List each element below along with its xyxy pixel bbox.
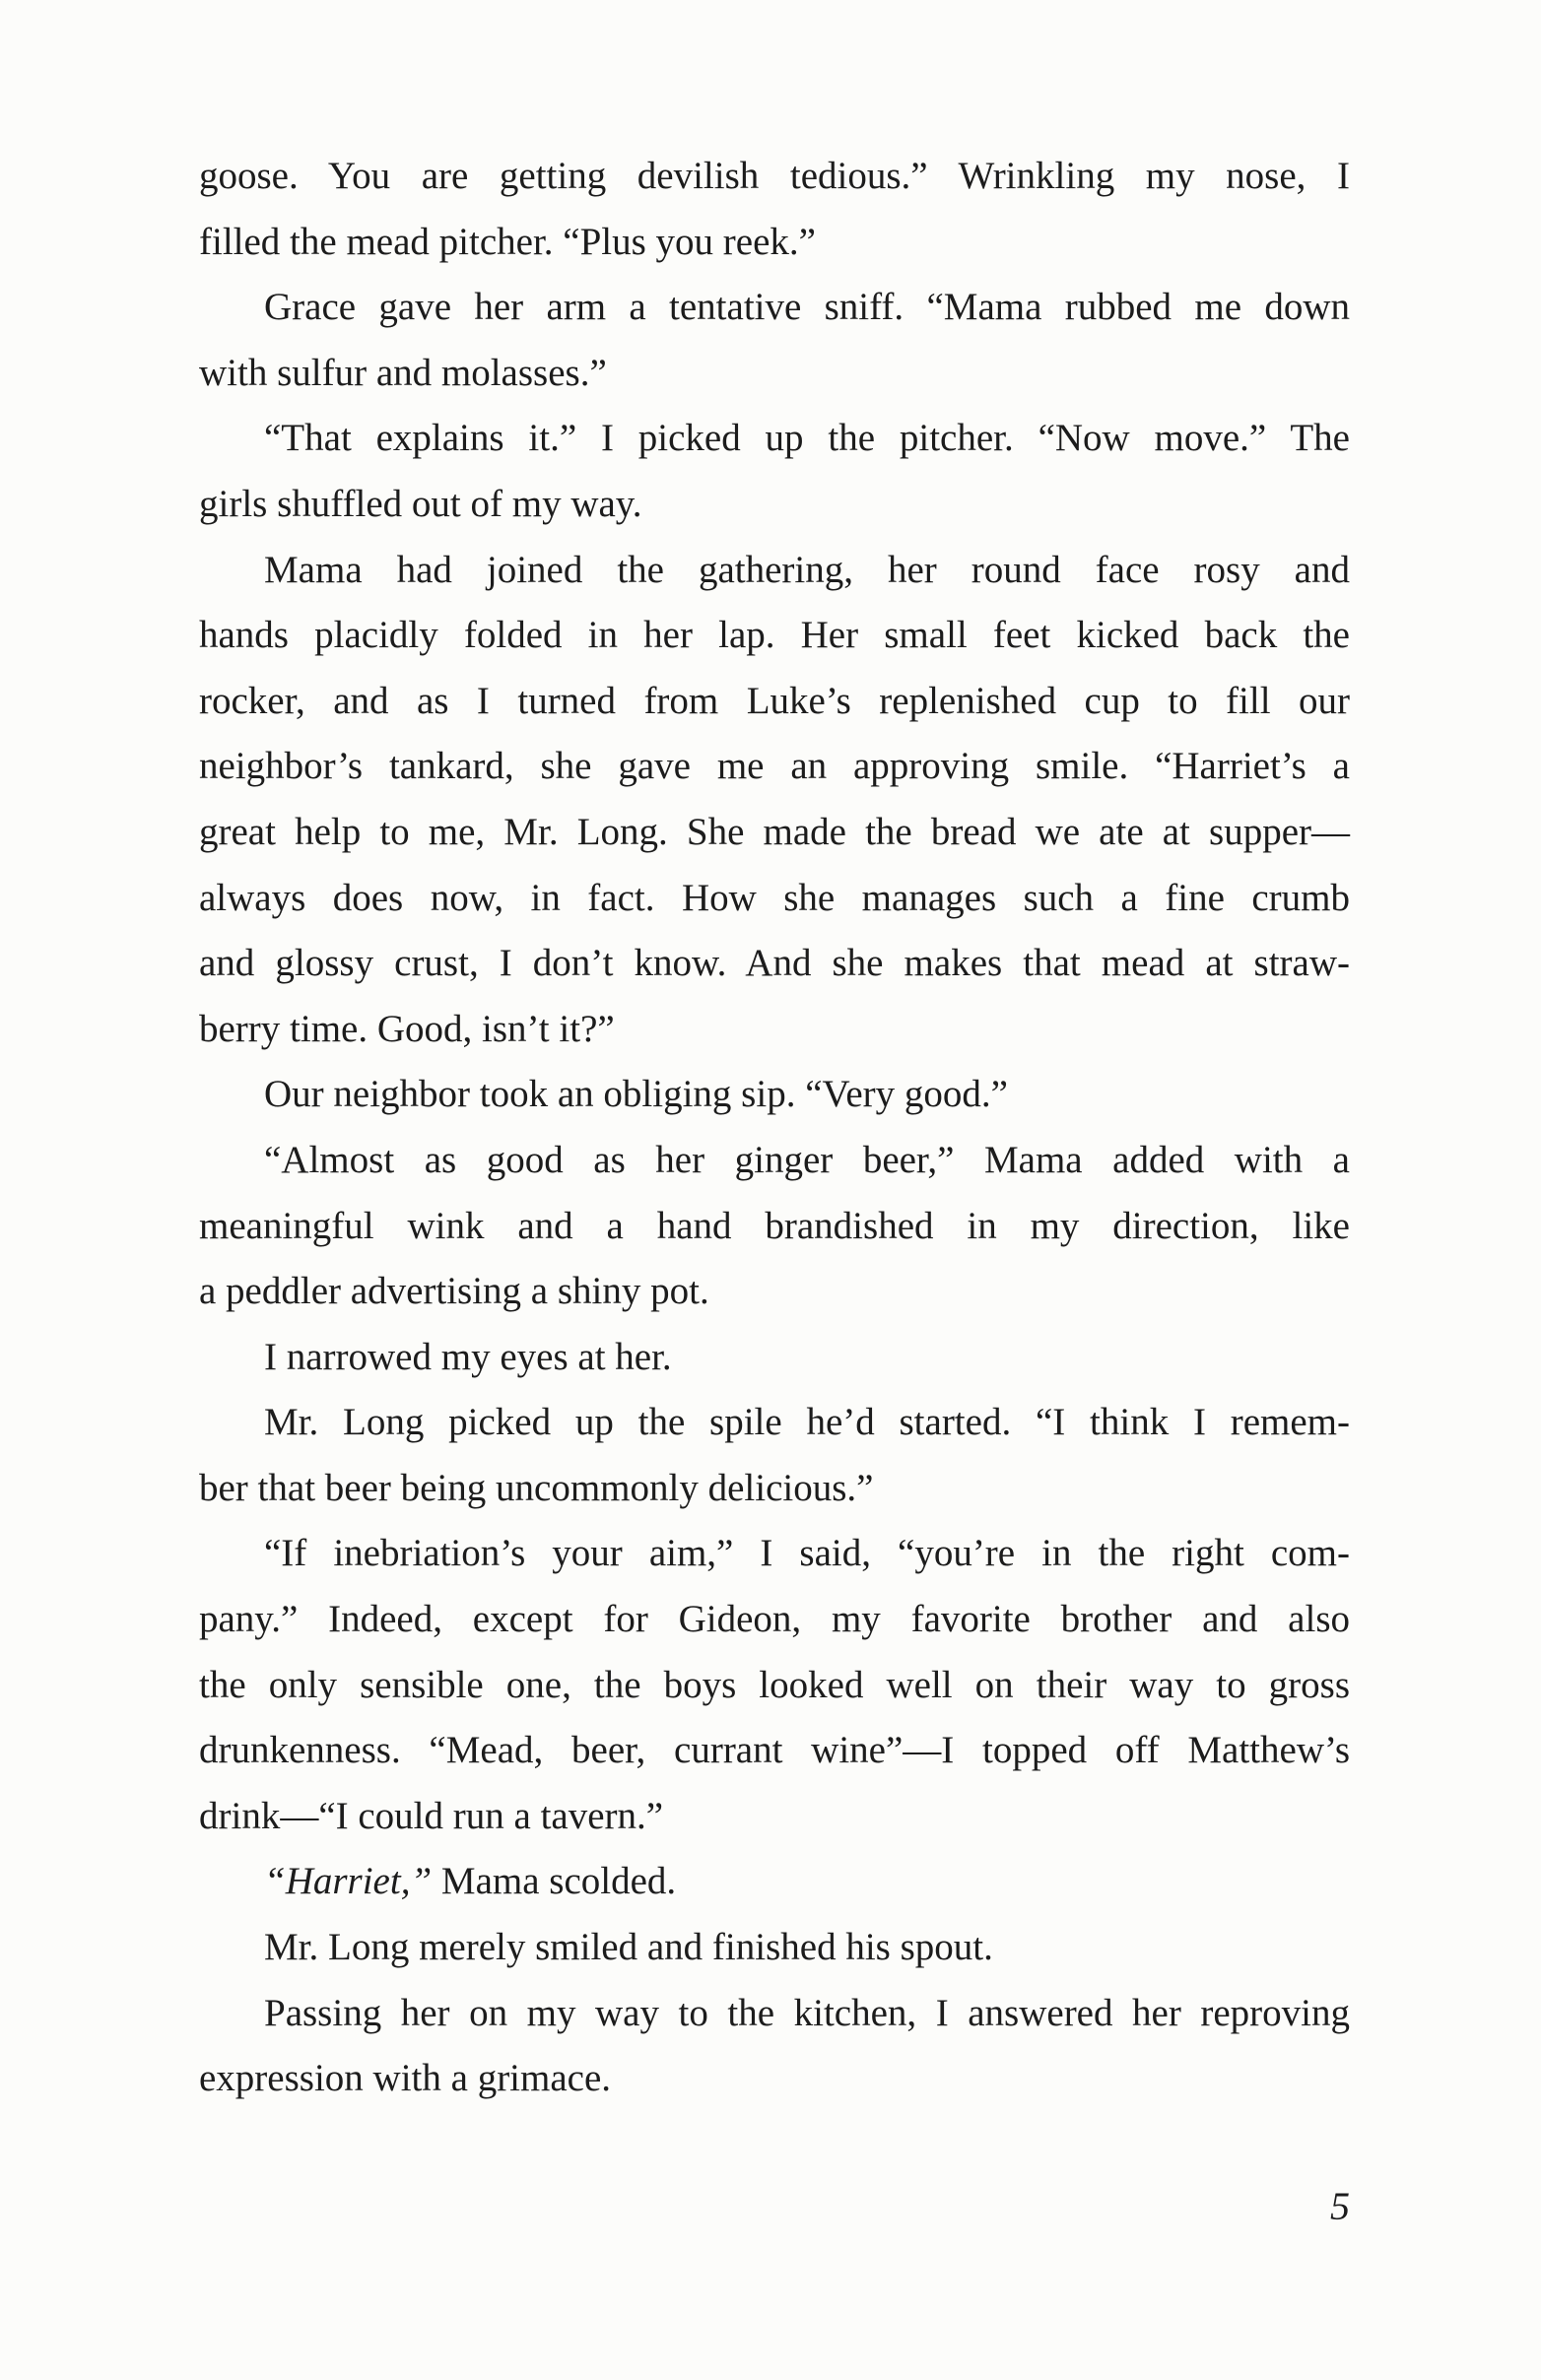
text-line: Mr. Long merely smiled and finished his spout. (264, 1926, 993, 1969)
page-body (199, 144, 1350, 2112)
text-line: the only sensible one, the boys looked well on their way to gross (199, 1663, 1350, 1706)
text-line: goose. You are getting devilish tedious.” Wrinkling my nose, I (199, 155, 1350, 197)
text-line: neighbor’s tankard, she gave me an approving smile. “Harriet’s a (199, 745, 1350, 788)
text-line-rest: Mama scolded. (432, 1860, 677, 1903)
text-line: girls shuffled out of my way. (199, 482, 642, 525)
text-line: a peddler advertising a shiny pot. (199, 1270, 709, 1313)
text-line: great help to me, Mr. Long. She made the bread we ate at supper— (199, 810, 1350, 853)
text-line: “Almost as good as her ginger beer,” Mama added with a (264, 1138, 1350, 1181)
text-line: “That explains it.” I picked up the pitcher. “Now move.” The (264, 417, 1350, 460)
text-line: filled the mead pitcher. “Plus you reek.” (199, 220, 816, 263)
text-line: rocker, and as I turned from Luke’s replenished cup to fill our (199, 679, 1350, 722)
text-line: berry time. Good, isn’t it?” (199, 1007, 615, 1050)
text-line: “If inebriation’s your aim,” I said, “you’re in the right com- (264, 1532, 1350, 1575)
text-line: Passing her on my way to the kitchen, I answered her reproving (264, 1991, 1350, 2034)
text-line: Grace gave her arm a tentative sniff. “Mama rubbed me down (264, 286, 1350, 329)
text-line: Mama had joined the gathering, her round face rosy and (264, 548, 1350, 591)
text-line: always does now, in fact. How she manages such a fine crumb (199, 876, 1350, 919)
page-number: 5 (1330, 2184, 1350, 2228)
text-line: drink—“I could run a tavern.” (199, 1794, 664, 1837)
text-line: hands placidly folded in her lap. Her small feet kicked back the (199, 614, 1350, 657)
text-line: and glossy crust, I don’t know. And she makes that mead at straw- (199, 942, 1350, 985)
text-line: pany.” Indeed, except for Gideon, my favorite brother and also (199, 1598, 1350, 1641)
text-line: with sulfur and molasses.” (199, 351, 607, 394)
text-line: expression with a grimace. (199, 2057, 612, 2100)
text-line: Mr. Long picked up the spile he’d started. “I think I remem- (264, 1401, 1350, 1444)
text-line: Our neighbor took an obliging sip. “Very good.” (264, 1073, 1008, 1116)
text-line: drunkenness. “Mead, beer, currant wine”—I topped off Matthew’s (199, 1729, 1350, 1772)
text-line: ber that beer being uncommonly delicious.” (199, 1466, 874, 1509)
text-line: I narrowed my eyes at her. (264, 1335, 672, 1378)
italic-dialogue: “Harriet,” (264, 1860, 433, 1903)
text-line: meaningful wink and a hand brandished in my direction, like (199, 1204, 1350, 1247)
text-line (199, 1849, 1350, 1915)
